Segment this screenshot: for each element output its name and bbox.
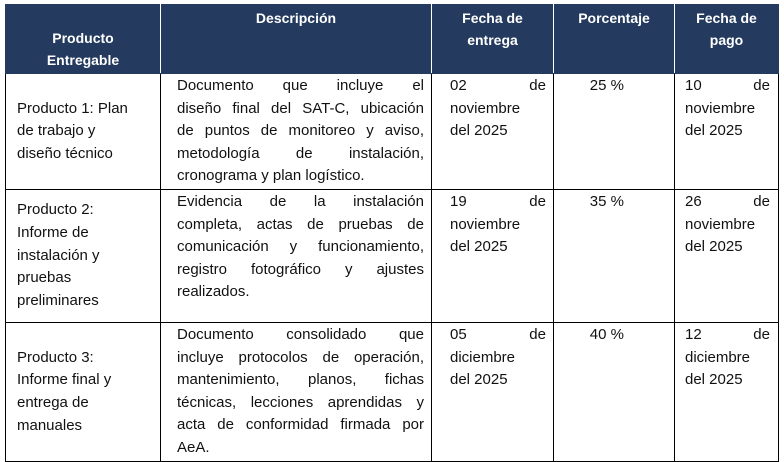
cell-line: AeA. (177, 438, 210, 456)
table-row (6, 189, 779, 322)
cell-line: manuales (17, 416, 83, 434)
cell-producto (6, 189, 161, 322)
cell-porcentaje: 40 % (554, 322, 675, 461)
cell-line: de trabajo y (17, 122, 96, 140)
cell-line: 02 de (450, 77, 546, 94)
cell-line: técnicas, lecciones aprendidas y (177, 393, 424, 411)
header-descripcion (161, 5, 432, 74)
cell-line: Producto 3: (17, 348, 94, 366)
cell-line: noviembre (450, 215, 521, 233)
cell-fecha-pago (675, 322, 779, 461)
cell-line: Producto 1: Plan (17, 99, 128, 117)
cell-line: 12 de (685, 325, 770, 343)
cell-line: noviembre (450, 99, 521, 117)
cell-line: cronograma y plan logístico. (177, 167, 365, 185)
cell-line: completa, actas de pruebas de (177, 215, 424, 233)
header-fecha-entrega-line: Fecha de (462, 10, 523, 26)
cell-line: diseño final del SAT-C, ubicación (177, 99, 424, 117)
cell-line: Documento consolidado que (177, 325, 424, 343)
cell-fecha-entrega (432, 322, 554, 461)
cell-line: Informe final y (17, 371, 112, 389)
header-producto (6, 5, 161, 74)
table-row (6, 322, 779, 461)
deliverables-table (5, 4, 779, 462)
cell-line: diseño técnico (17, 144, 113, 162)
cell-descripcion (161, 189, 432, 322)
cell-line: acta de conformidad firmada por (177, 416, 424, 434)
cell-line: 10 de (685, 77, 770, 94)
cell-fecha-pago (675, 74, 779, 190)
header-fecha-entrega (432, 5, 554, 74)
cell-line: Documento que incluye el (177, 77, 424, 94)
cell-line: preliminares (17, 291, 99, 309)
cell-line: 19 de (450, 192, 546, 210)
cell-porcentaje: 35 % (554, 189, 675, 322)
cell-line: Informe de (17, 224, 89, 242)
cell-line: realizados. (177, 283, 250, 301)
cell-line: diciembre (450, 348, 516, 366)
cell-fecha-pago (675, 189, 779, 322)
cell-line: registro fotográfico y ajustes (177, 260, 424, 278)
header-producto-line: Entregable (46, 52, 120, 68)
cell-line: mantenimiento, planos, fichas (177, 371, 424, 389)
cell-producto (6, 74, 161, 190)
cell-line: diciembre (685, 348, 751, 366)
cell-fecha-entrega (432, 189, 554, 322)
cell-line: del 2025 (685, 371, 743, 389)
header-producto-line: Producto (52, 30, 114, 46)
cell-line: noviembre (685, 99, 756, 117)
cell-line: del 2025 (450, 371, 508, 389)
cell-descripcion (161, 74, 432, 190)
cell-producto (6, 322, 161, 461)
cell-line: metodología de instalación, (177, 144, 424, 162)
cell-fecha-entrega (432, 74, 554, 190)
cell-line: instalación y (17, 246, 100, 264)
header-row (6, 5, 779, 74)
header-porcentaje (554, 5, 675, 74)
cell-line: de puntos de monitoreo y aviso, (177, 122, 424, 140)
cell-line: pruebas (17, 269, 72, 287)
cell-line: noviembre (685, 215, 756, 233)
header-fecha-pago-line: Fecha de (696, 10, 757, 26)
cell-line: incluye protocolos de operación, (177, 348, 424, 366)
header-fecha-entrega-line: entrega (467, 32, 518, 48)
cell-line: 05 de (450, 325, 546, 343)
cell-descripcion (161, 322, 432, 461)
cell-line: Producto 2: (17, 201, 94, 219)
cell-porcentaje: 25 % (554, 74, 675, 190)
header-fecha-pago-line: pago (709, 32, 744, 48)
cell-line: comunicación y funcionamiento, (177, 238, 424, 256)
cell-line: del 2025 (685, 122, 743, 140)
cell-line: del 2025 (450, 122, 508, 140)
header-porcentaje-label: Porcentaje (578, 10, 650, 26)
table-row (6, 74, 779, 190)
cell-line: 26 de (685, 192, 770, 210)
cell-line: del 2025 (450, 238, 508, 256)
cell-line: Evidencia de la instalación (177, 192, 424, 210)
cell-line: entrega de (17, 393, 89, 411)
header-descripcion-label: Descripción (255, 10, 337, 26)
cell-line: del 2025 (685, 238, 743, 256)
header-fecha-pago (675, 5, 779, 74)
